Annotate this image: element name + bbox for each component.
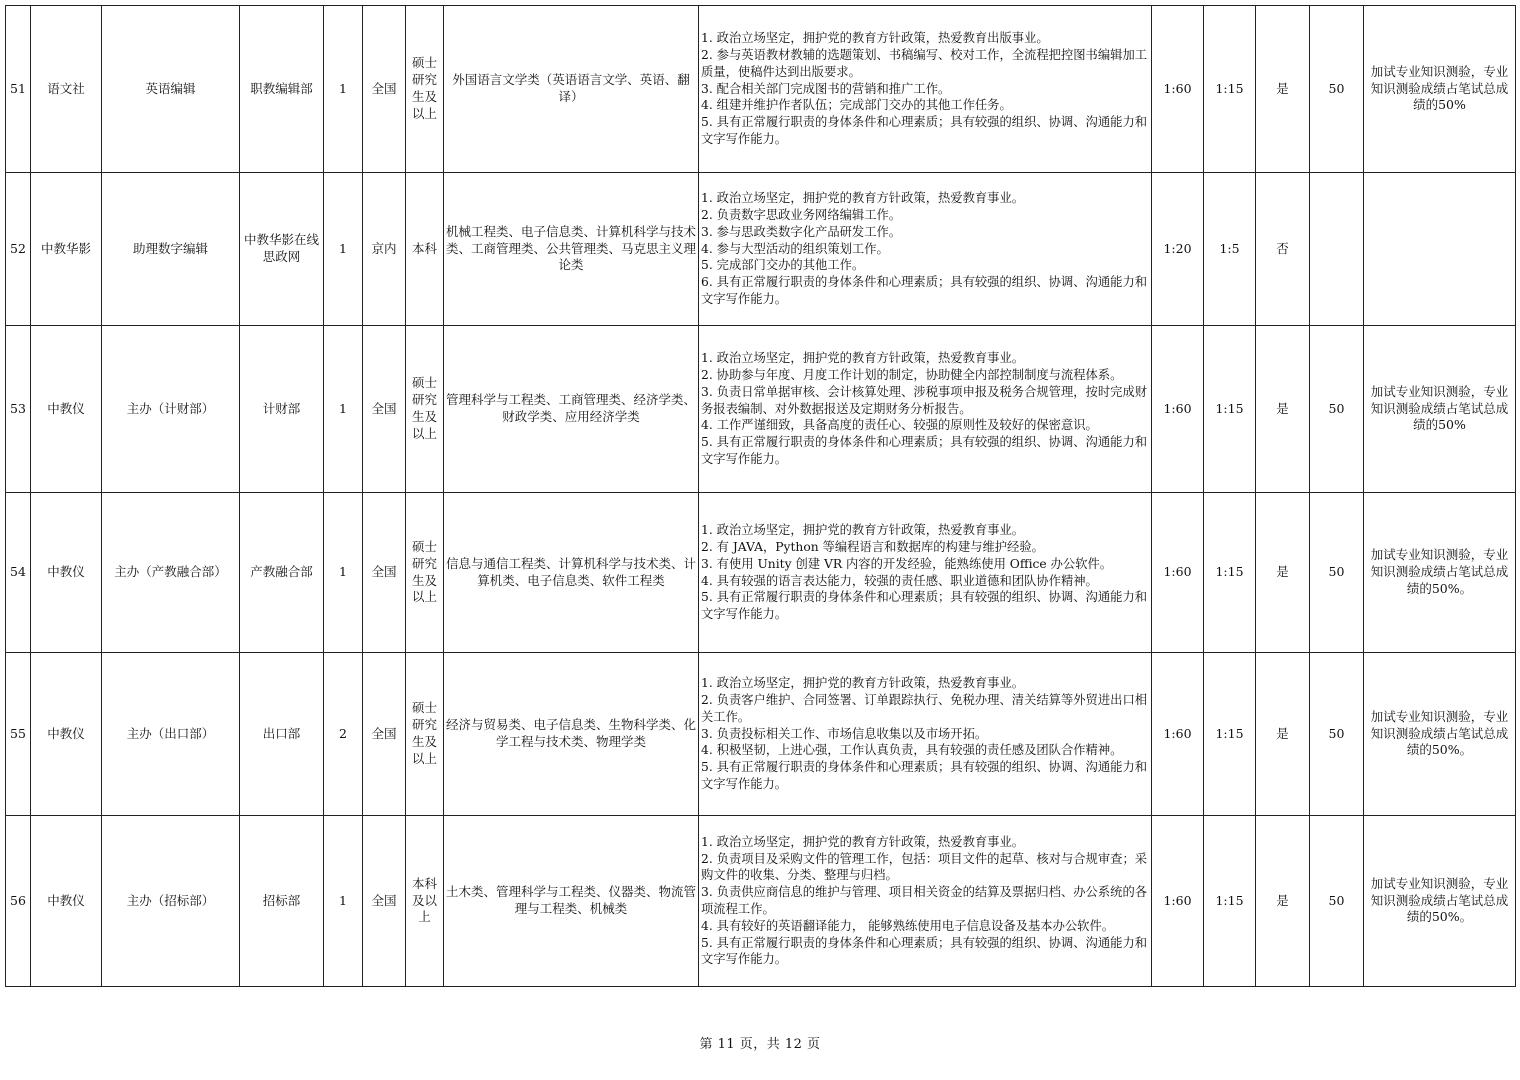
scope-cell: 全国 [363,493,406,653]
ratio-exam-cell: 1:20 [1152,173,1204,326]
ratio-interview-cell: 1:15 [1204,493,1256,653]
duty-item: 5. 具有正常履行职责的身体条件和心理素质；具有较强的组织、协调、沟通能力和文字写作能力。 [701,590,1148,622]
position-cell: 助理数字编辑 [102,173,240,326]
table-row [6,326,1516,493]
row-number: 53 [6,326,31,493]
duty-item: 1. 政治立场坚定，拥护党的教育方针政策，热爱教育事业。 [701,676,1025,691]
unit-cell: 语文社 [31,6,102,173]
extra-test-cell: 是 [1256,326,1310,493]
extra-test-cell: 否 [1256,173,1310,326]
score-cell [1310,173,1364,326]
duty-item: 2. 协助参与年度、月度工作计划的制定，协助健全内部控制制度与流程体系。 [701,368,1123,382]
duty-item: 3. 有使用 Unity 创建 VR 内容的开发经验，能熟练使用 Office 办公软件。 [701,556,1113,571]
ratio-exam-cell: 1:60 [1152,653,1204,816]
major-cell: 土木类、管理科学与工程类、仪器类、物流管理与工程类、机械类 [444,816,699,987]
department-cell: 职教编辑部 [240,6,324,173]
scope-cell: 全国 [363,816,406,987]
duty-item: 4. 工作严谨细致，具备高度的责任心、较强的原则性及较好的保密意识。 [701,418,1098,433]
page-footer: 第 11 页，共 12 页 [699,1037,821,1052]
duty-item: 5. 完成部门交办的其他工作。 [701,258,865,273]
duty-item: 3. 负责投标相关工作、市场信息收集以及市场开拓。 [701,726,988,741]
row-number: 54 [6,493,31,653]
duty-item: 4. 参与大型活动的组织策划工作。 [701,241,889,256]
score-cell: 50 [1310,653,1364,816]
duty-item: 1. 政治立场坚定，拥护党的教育方针政策，热爱教育出版事业。 [701,31,1049,46]
ratio-interview-cell: 1:5 [1204,173,1256,326]
ratio-interview-cell: 1:15 [1204,653,1256,816]
major-cell: 信息与通信工程类、计算机科学与技术类、计算机类、电子信息类、软件工程类 [444,493,699,653]
major-cell: 管理科学与工程类、工商管理类、经济学类、财政学类、应用经济学类 [444,326,699,493]
score-cell: 50 [1310,6,1364,173]
education-cell: 硕士研究生及以上 [406,326,444,493]
headcount-cell: 1 [324,816,363,987]
duties-cell [699,816,1152,987]
duty-item: 4. 具有较好的英语翻译能力， 能够熟练使用电子信息设备及基本办公软件。 [701,918,1115,933]
department-cell: 招标部 [240,816,324,987]
education-cell: 硕士研究生及以上 [406,6,444,173]
extra-test-cell: 是 [1256,6,1310,173]
unit-cell: 中教仪 [31,493,102,653]
position-cell: 主办（招标部） [102,816,240,987]
row-number: 52 [6,173,31,326]
headcount-cell: 2 [324,653,363,816]
duties-cell [699,6,1152,173]
duty-item: 5. 具有正常履行职责的身体条件和心理素质；具有较强的组织、协调、沟通能力和文字写作能力。 [701,935,1148,967]
scope-cell: 全国 [363,6,406,173]
duty-item: 3. 负责供应商信息的维护与管理、项目相关资金的结算及票据归档、办公系统的各项流程工作。 [701,885,1148,916]
table-row [6,493,1516,653]
row-number: 56 [6,816,31,987]
position-cell: 主办（出口部） [102,653,240,816]
table-row [6,173,1516,326]
score-cell: 50 [1310,326,1364,493]
department-cell: 中教华影在线思政网 [240,173,324,326]
ratio-exam-cell: 1:60 [1152,816,1204,987]
scope-cell: 全国 [363,326,406,493]
headcount-cell: 1 [324,493,363,653]
duty-item: 5. 具有正常履行职责的身体条件和心理素质；具有较强的组织、协调、沟通能力和文字写作能力。 [701,760,1148,791]
position-cell: 主办（产教融合部） [102,493,240,653]
department-cell: 计财部 [240,326,324,493]
duty-item: 2. 负责项目及采购文件的管理工作，包括：项目文件的起草、核对与合规审查；采购文件的收集、分类、整理与归档。 [701,851,1148,883]
note-cell [1364,173,1516,326]
duty-item: 1. 政治立场坚定，拥护党的教育方针政策，热爱教育事业。 [701,834,1025,849]
table-row [6,6,1516,173]
scope-cell: 京内 [363,173,406,326]
table-body [6,6,1516,987]
note-cell: 加试专业知识测验，专业知识测验成绩占笔试总成绩的50%。 [1364,493,1516,653]
ratio-exam-cell: 1:60 [1152,493,1204,653]
headcount-cell: 1 [324,6,363,173]
duty-item: 4. 积极坚韧，上进心强，工作认真负责，具有较强的责任感及团队合作精神。 [701,743,1123,758]
note-cell: 加试专业知识测验，专业知识测验成绩占笔试总成绩的50%。 [1364,816,1516,987]
unit-cell: 中教华影 [31,173,102,326]
table-row [6,816,1516,987]
score-cell: 50 [1310,816,1364,987]
unit-cell: 中教仪 [31,326,102,493]
scope-cell: 全国 [363,653,406,816]
education-cell: 本科 [406,173,444,326]
education-cell: 硕士研究生及以上 [406,653,444,816]
duty-item: 2. 有 JAVA，Python 等编程语言和数据库的构建与维护经验。 [701,539,1044,554]
extra-test-cell: 是 [1256,493,1310,653]
duty-item: 5. 具有正常履行职责的身体条件和心理素质；具有较强的组织、协调、沟通能力和文字写作能力。 [701,115,1148,146]
table-row [6,653,1516,816]
duty-item: 3. 配合相关部门完成图书的营销和推广工作。 [701,81,951,96]
duty-item: 4. 组建并维护作者队伍；完成部门交办的其他工作任务。 [701,98,1012,113]
duty-item: 1. 政治立场坚定，拥护党的教育方针政策，热爱教育事业。 [701,523,1025,538]
duties-cell [699,493,1152,653]
duty-item: 3. 负责日常单据审核、会计核算处理、涉税事项申报及税务合规管理，按时完成财务报表编制、对外数据报送及定期财务分析报告。 [701,384,1148,416]
position-cell: 英语编辑 [102,6,240,173]
note-cell: 加试专业知识测验，专业知识测验成绩占笔试总成绩的50% [1364,6,1516,173]
education-cell: 本科及以上 [406,816,444,987]
position-cell: 主办（计财部） [102,326,240,493]
score-cell: 50 [1310,493,1364,653]
education-cell: 硕士研究生及以上 [406,493,444,653]
note-cell: 加试专业知识测验，专业知识测验成绩占笔试总成绩的50% [1364,326,1516,493]
major-cell: 经济与贸易类、电子信息类、生物科学类、化学工程与技术类、物理学类 [444,653,699,816]
duty-item: 6. 具有正常履行职责的身体条件和心理素质；具有较强的组织、协调、沟通能力和文字写作能力。 [701,275,1148,306]
duty-item: 2. 参与英语教材教辅的选题策划、书稿编写、校对工作，全流程把控图书编辑加工质量，使稿件达到出版要求。 [701,48,1148,79]
duties-cell [699,653,1152,816]
row-number: 55 [6,653,31,816]
ratio-exam-cell: 1:60 [1152,6,1204,173]
ratio-interview-cell: 1:15 [1204,816,1256,987]
extra-test-cell: 是 [1256,653,1310,816]
duty-item: 2. 负责客户维护、合同签署、订单跟踪执行、免税办理、清关结算等外贸进出口相关工作。 [701,693,1148,724]
department-cell: 出口部 [240,653,324,816]
duty-item: 2. 负责数字思政业务网络编辑工作。 [701,208,902,222]
ratio-interview-cell: 1:15 [1204,326,1256,493]
major-cell: 机械工程类、电子信息类、计算机科学与技术类、工商管理类、公共管理类、马克思主义理论类 [444,173,699,326]
duty-item: 5. 具有正常履行职责的身体条件和心理素质；具有较强的组织、协调、沟通能力和文字写作能力。 [701,435,1148,466]
department-cell: 产教融合部 [240,493,324,653]
ratio-interview-cell: 1:15 [1204,6,1256,173]
recruitment-table [5,5,1516,987]
duties-cell [699,173,1152,326]
ratio-exam-cell: 1:60 [1152,326,1204,493]
extra-test-cell: 是 [1256,816,1310,987]
note-cell: 加试专业知识测验，专业知识测验成绩占笔试总成绩的50%。 [1364,653,1516,816]
headcount-cell: 1 [324,173,363,326]
headcount-cell: 1 [324,326,363,493]
row-number: 51 [6,6,31,173]
duty-item: 4. 具有较强的语言表达能力，较强的责任感、职业道德和团队协作精神。 [701,573,1098,588]
duty-item: 3. 参与思政类数字化产品研发工作。 [701,224,902,239]
duties-cell [699,326,1152,493]
unit-cell: 中教仪 [31,653,102,816]
unit-cell: 中教仪 [31,816,102,987]
duty-item: 1. 政治立场坚定，拥护党的教育方针政策，热爱教育事业。 [701,191,1025,206]
major-cell: 外国语言文学类（英语语言文学、英语、翻译） [444,6,699,173]
duty-item: 1. 政治立场坚定，拥护党的教育方针政策，热爱教育事业。 [701,351,1025,366]
